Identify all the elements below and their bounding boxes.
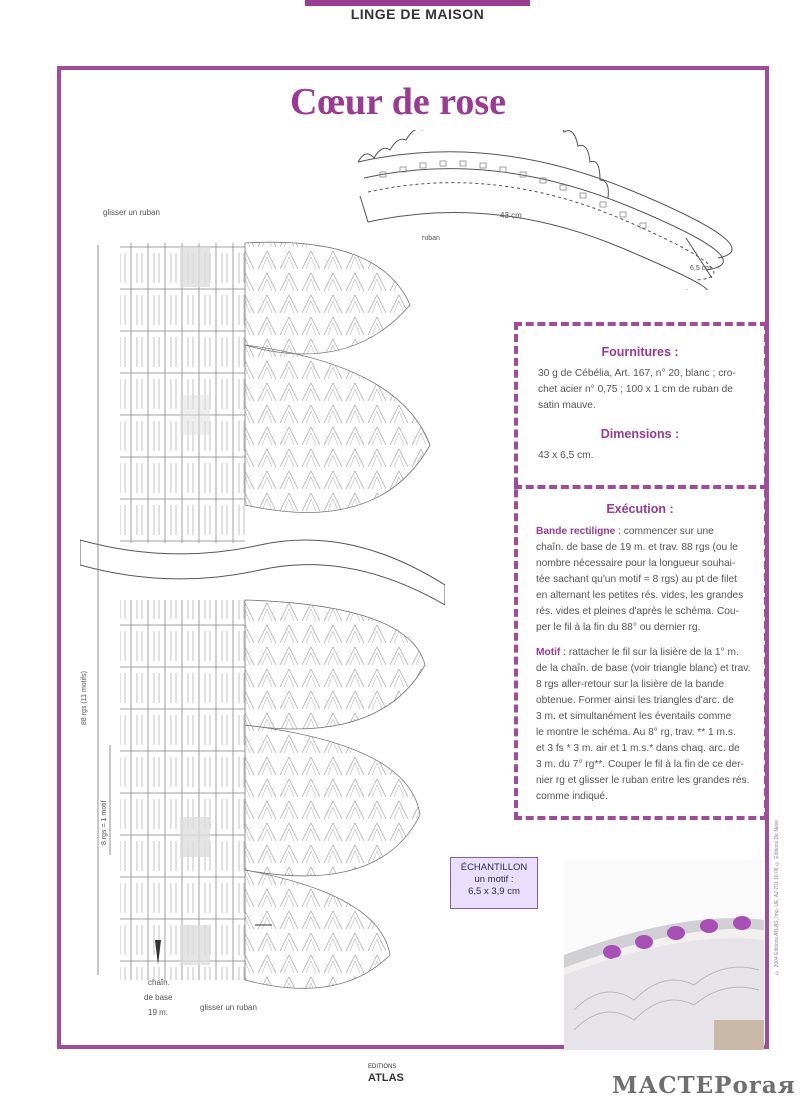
width-label: 43 cm: [500, 211, 522, 220]
motif-title: Motif: [536, 647, 561, 658]
chain-label-3: 19 m.: [148, 1008, 169, 1017]
brand-small: EDITIONS: [368, 1064, 397, 1070]
fournitures-line: chet acier n° 0,75 ; 100 x 1 cm de ruban de: [538, 384, 733, 395]
glisser-ruban-top-label: glisser un ruban: [103, 208, 160, 217]
fournitures-line: 30 g de Cébélia, Art. 167, n° 20, blanc ; cro-: [538, 368, 736, 379]
page-title: Cœur de rose: [290, 81, 507, 123]
sample-size: 6,5 x 3,9 cm: [468, 886, 520, 897]
height-label: 6,5 cm: [690, 265, 712, 272]
lace-photo: [564, 860, 764, 1050]
watermark: МАСТЕРоrая: [612, 1072, 796, 1099]
fournitures-text: [538, 366, 758, 414]
bande-title: Bande rectiligne: [536, 526, 616, 537]
sample-label: ÉCHANTILLON: [460, 862, 528, 873]
ruban-label: ruban: [422, 235, 440, 242]
rows-88-label: 88 rgs (11 motifs): [81, 671, 88, 725]
chain-label-1: chaîn.: [148, 978, 170, 987]
fournitures-line: satin mauve.: [538, 400, 596, 411]
execution-heading: Exécution :: [606, 502, 674, 516]
motif-text: Motif : rattacher le fil sur la lisière de la 1° m. de la chaîn. de base (voir triangle blanc) et trav. 8 rgs aller-retour sur la lisière de la bande obtenue. Former ainsi les triangles d'arc. de 3 m. et simultanément les éventails comme le montre le schéma. Au 8° rg, trav. ** 1 m.s. et 3 fs * 3 m. air et 1 m.s.* dans chaq. arc. de 3 m. du 7° rg**. Couper le fil à la fin de ce der- nier rg et glisser le ruban entre les grandes rés. comme indiqué.: [536, 647, 751, 802]
fournitures-heading: Fournitures :: [601, 345, 679, 359]
crochet-chart: [80, 205, 445, 1020]
dimensions-heading: Dimensions :: [600, 427, 680, 441]
rows-8-label: 8 rgs = 1 motif: [101, 800, 108, 845]
chain-label-2: de base: [144, 993, 173, 1002]
sample-motif: un motif :: [474, 874, 514, 885]
glisser-ruban-bottom-label: glisser un ruban: [200, 1003, 257, 1012]
bande-text: Bande rectiligne : commencer sur une chaîn. de base de 19 m. et trav. 88 rgs (ou le nombre nécessaire pour la longueur souhai- tée sachant qu'un motif = 8 rgs) au pt de filet en alternant les petites rés. vides, les grandes rés. vides et pleines d'après le schéma. Cou- per le fil à la fin du 88° ou dernier rg.: [536, 526, 744, 633]
sample-size-box: [450, 857, 538, 909]
info-divider: [514, 485, 768, 489]
dimensions-value: 43 x 6,5 cm.: [538, 450, 594, 461]
section-label: LINGE DE MAISON: [350, 6, 485, 22]
brand-logo: ATLAS: [368, 1072, 404, 1084]
copyright-text: © 2004 Éditions ATLAS, Imp. UE. A2 701 16 06 © Éditions De Neve: [774, 820, 780, 975]
